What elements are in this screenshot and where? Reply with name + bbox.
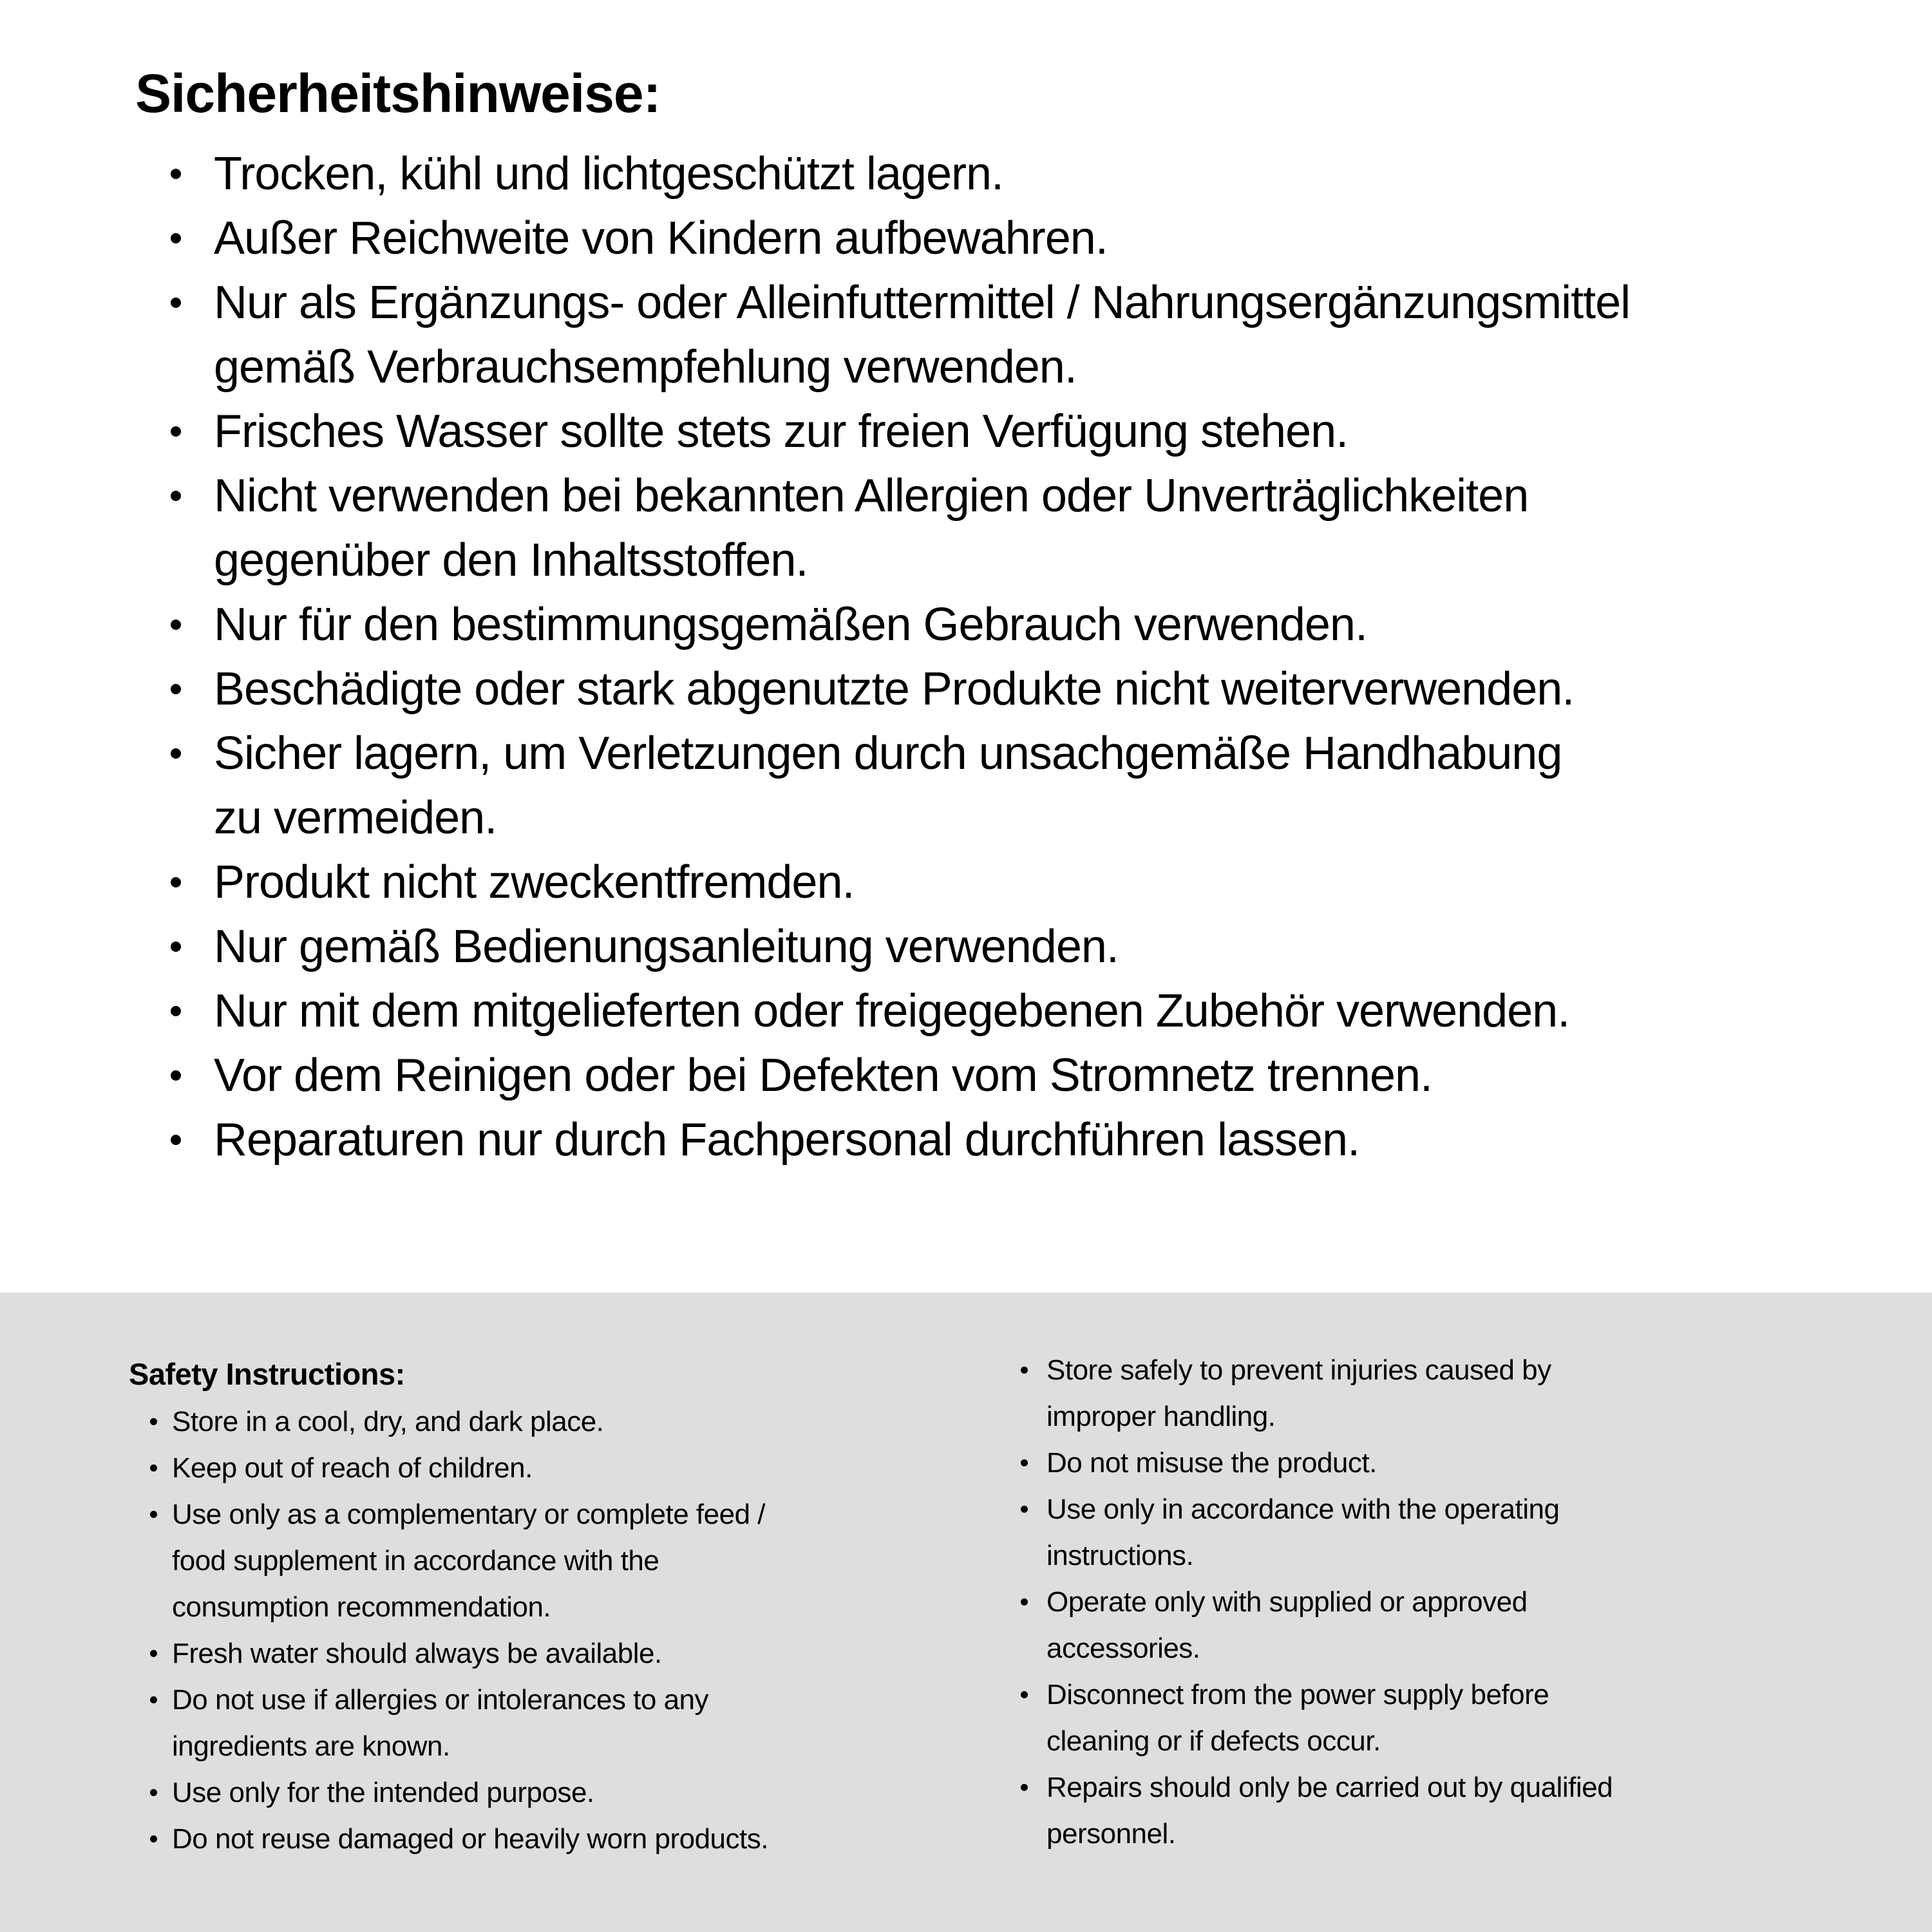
list-item bbox=[0, 592, 1932, 657]
list-item bbox=[0, 1043, 1932, 1108]
list-item-text: Nicht verwenden bei bekannten Allergien oder Unverträglichkeiten bbox=[214, 470, 1529, 522]
german-safety-list bbox=[0, 142, 1932, 1172]
list-item-text: Do not use if allergies or intolerances to any bbox=[172, 1684, 709, 1716]
list-item-text: Beschädigte oder stark abgenutzte Produkte nicht weiterverwenden. bbox=[214, 663, 1575, 715]
list-item bbox=[0, 1765, 1613, 1811]
list-item-text: Disconnect from the power supply before bbox=[1046, 1679, 1549, 1710]
bullet-icon bbox=[171, 877, 181, 887]
bullet-icon bbox=[171, 684, 181, 694]
list-item-text: Use only as a complementary or complete feed / bbox=[172, 1499, 766, 1530]
list-item-text: Use only for the intended purpose. bbox=[172, 1777, 594, 1808]
list-item-text: gemäß Verbrauchsempfehlung verwenden. bbox=[214, 341, 1077, 393]
list-item-text: Store in a cool, dry, and dark place. bbox=[172, 1406, 604, 1437]
list-item-text: Vor dem Reinigen oder bei Defekten vom Stromnetz trennen. bbox=[214, 1050, 1433, 1101]
list-item bbox=[0, 786, 1932, 850]
list-item bbox=[0, 206, 1932, 270]
bullet-icon bbox=[1021, 1459, 1028, 1466]
list-item-text: Use only in accordance with the operating bbox=[1046, 1493, 1560, 1525]
list-item bbox=[0, 979, 1932, 1043]
list-item-text: zu vermeiden. bbox=[214, 792, 497, 844]
list-item bbox=[0, 1347, 1613, 1394]
bullet-icon bbox=[171, 233, 181, 243]
list-item bbox=[0, 1108, 1932, 1172]
bullet-icon bbox=[1021, 1598, 1028, 1605]
list-item bbox=[0, 721, 1932, 786]
list-item bbox=[0, 1533, 1613, 1579]
list-item bbox=[0, 464, 1932, 528]
list-item-text: Nur mit dem mitgelieferten oder freigegebenen Zubehör verwenden. bbox=[214, 985, 1570, 1037]
bullet-icon bbox=[1021, 1691, 1028, 1698]
list-item-text: Store safely to prevent injuries caused by bbox=[1046, 1354, 1551, 1386]
list-item bbox=[0, 335, 1932, 399]
list-item bbox=[0, 1486, 1613, 1533]
list-item bbox=[0, 528, 1932, 592]
list-item-text: cleaning or if defects occur. bbox=[1046, 1725, 1381, 1757]
list-item-text: food supplement in accordance with the bbox=[172, 1545, 659, 1577]
list-item bbox=[0, 1579, 1613, 1625]
list-item bbox=[0, 1394, 1613, 1440]
list-item-text: Repairs should only be carried out by qualified bbox=[1046, 1772, 1613, 1803]
list-item bbox=[0, 1672, 1613, 1718]
english-safety-list-right-column bbox=[0, 1347, 1613, 1857]
bullet-icon bbox=[171, 491, 181, 501]
list-item-text: Nur gemäß Bedienungsanleitung verwenden. bbox=[214, 921, 1119, 972]
list-item bbox=[0, 1811, 1613, 1857]
list-item-text: instructions. bbox=[1046, 1540, 1194, 1571]
bullet-icon bbox=[171, 169, 181, 179]
list-item-text: Frisches Wasser sollte stets zur freien Verfügung stehen. bbox=[214, 406, 1349, 457]
list-item bbox=[0, 914, 1932, 979]
list-item-text: Nur für den bestimmungsgemäßen Gebrauch verwenden. bbox=[214, 599, 1367, 650]
bullet-icon bbox=[171, 748, 181, 759]
list-item-text: Produkt nicht zweckentfremden. bbox=[214, 857, 855, 908]
list-item-text: Reparaturen nur durch Fachpersonal durchführen lassen. bbox=[214, 1114, 1360, 1166]
english-section bbox=[0, 1293, 1932, 1932]
list-item-text: Trocken, kühl und lichtgeschützt lagern. bbox=[214, 148, 1004, 200]
list-item bbox=[0, 1718, 1613, 1765]
bullet-icon bbox=[171, 1135, 181, 1145]
list-item-text: ingredients are known. bbox=[172, 1730, 450, 1762]
list-item-text: Operate only with supplied or approved bbox=[1046, 1586, 1528, 1618]
english-heading: Safety Instructions: bbox=[129, 1357, 405, 1391]
list-item-text: improper handling. bbox=[1046, 1401, 1276, 1432]
list-item bbox=[0, 142, 1932, 206]
bullet-icon bbox=[171, 1006, 181, 1016]
list-item bbox=[0, 270, 1932, 335]
list-item bbox=[0, 1625, 1613, 1672]
list-item bbox=[0, 399, 1932, 464]
bullet-icon bbox=[171, 426, 181, 437]
list-item-text: accessories. bbox=[1046, 1633, 1200, 1664]
list-item-text: gegenüber den Inhaltsstoffen. bbox=[214, 535, 808, 586]
list-item bbox=[0, 657, 1932, 721]
list-item-text: Do not reuse damaged or heavily worn products. bbox=[172, 1823, 768, 1855]
list-item-text: Fresh water should always be available. bbox=[172, 1638, 662, 1669]
list-item-text: personnel. bbox=[1046, 1818, 1176, 1850]
list-item-text: consumption recommendation. bbox=[172, 1591, 551, 1623]
bullet-icon bbox=[171, 1070, 181, 1081]
list-item bbox=[0, 1440, 1613, 1486]
list-item-text: Keep out of reach of children. bbox=[172, 1452, 533, 1484]
bullet-icon bbox=[171, 942, 181, 952]
list-item-text: Do not misuse the product. bbox=[1046, 1447, 1377, 1479]
list-item-text: Sicher lagern, um Verletzungen durch unsachgemäße Handhabung bbox=[214, 728, 1562, 779]
bullet-icon bbox=[171, 298, 181, 308]
bullet-icon bbox=[1021, 1784, 1028, 1791]
list-item bbox=[0, 850, 1932, 914]
german-heading: Sicherheitshinweise: bbox=[135, 63, 661, 124]
bullet-icon bbox=[1021, 1367, 1028, 1374]
bullet-icon bbox=[1021, 1506, 1028, 1513]
bullet-icon bbox=[171, 620, 181, 630]
list-item-text: Außer Reichweite von Kindern aufbewahren. bbox=[214, 213, 1108, 264]
list-item-text: Nur als Ergänzungs- oder Alleinfuttermittel / Nahrungsergänzungsmittel bbox=[214, 277, 1631, 328]
